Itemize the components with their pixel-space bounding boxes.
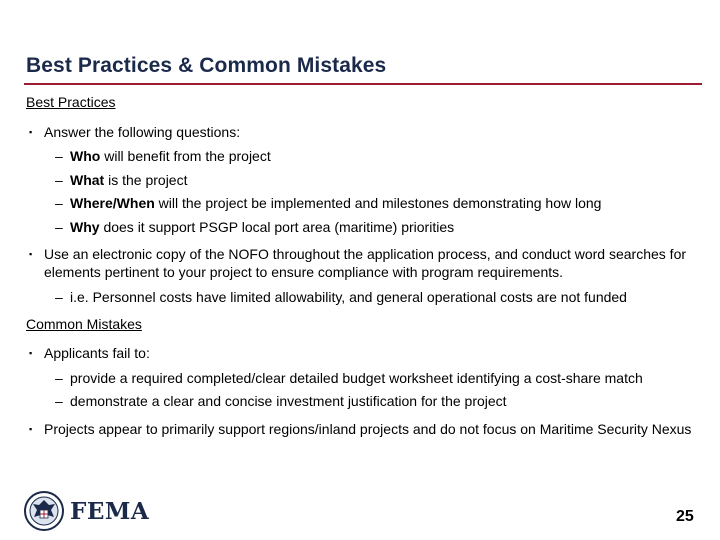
sub-bullet-text: does it support PSGP local port area (maritime) priorities: [99, 219, 455, 235]
bullet-text: Answer the following questions:: [44, 124, 241, 140]
dhs-seal-icon: [24, 491, 64, 531]
bullet-text: Use an electronic copy of the NOFO throughout the application process, and conduct word searches for elements pertinent to your project to ensure compliance with program requirements.: [44, 246, 687, 280]
square-bullet-icon: ▪: [29, 127, 33, 137]
sub-bullet-text: will the project be implemented and milestones demonstrating how long: [154, 195, 602, 211]
sub-bullet-text: provide a required completed/clear detailed budget worksheet identifying a cost-share match: [70, 370, 643, 386]
dash-bullet-icon: –: [55, 370, 63, 386]
title-rule: [24, 83, 702, 85]
fema-wordmark: FEMA: [70, 497, 150, 525]
bullet-projects-appear: [29, 420, 704, 438]
slide-title: Best Practices & Common Mistakes: [26, 54, 387, 77]
keyword: What: [70, 172, 105, 188]
section-heading-best-practices: Best Practices: [26, 94, 116, 110]
dash-bullet-icon: –: [55, 219, 63, 235]
keyword: Who: [70, 148, 101, 164]
bullet-applicants-fail: [29, 344, 704, 362]
sub-bullet-investment-justification: [55, 392, 710, 410]
fema-logo: [24, 491, 149, 531]
sub-bullet-where-when: [55, 194, 710, 212]
section-heading-common-mistakes: Common Mistakes: [26, 316, 142, 332]
square-bullet-icon: ▪: [29, 424, 33, 434]
sub-bullet-text: demonstrate a clear and concise investment justification for the project: [70, 393, 507, 409]
dash-bullet-icon: –: [55, 172, 63, 188]
sub-bullet-personnel-costs: [55, 288, 710, 306]
square-bullet-icon: ▪: [29, 348, 33, 358]
sub-bullet-text: i.e. Personnel costs have limited allowability, and general operational costs are not funded: [70, 289, 627, 305]
sub-bullet-why: [55, 218, 710, 236]
sub-bullet-budget-worksheet: [55, 369, 710, 387]
keyword: Why: [70, 219, 100, 235]
sub-bullet-text: will benefit from the project: [100, 148, 271, 164]
bullet-text: Projects appear to primarily support regions/inland projects and do not focus on Maritime Security Nexus: [44, 421, 692, 437]
bullet-answer-questions: [29, 123, 704, 141]
sub-bullet-who: [55, 147, 710, 165]
keyword: Where/When: [70, 195, 155, 211]
square-bullet-icon: ▪: [29, 249, 33, 259]
bullet-text: Applicants fail to:: [44, 345, 150, 361]
dash-bullet-icon: –: [55, 148, 63, 164]
dash-bullet-icon: –: [55, 289, 63, 305]
dash-bullet-icon: –: [55, 195, 63, 211]
sub-bullet-text: is the project: [104, 172, 188, 188]
bullet-electronic-copy: [29, 245, 704, 281]
dash-bullet-icon: –: [55, 393, 63, 409]
page-number: 25: [676, 508, 694, 525]
sub-bullet-what: [55, 171, 710, 189]
